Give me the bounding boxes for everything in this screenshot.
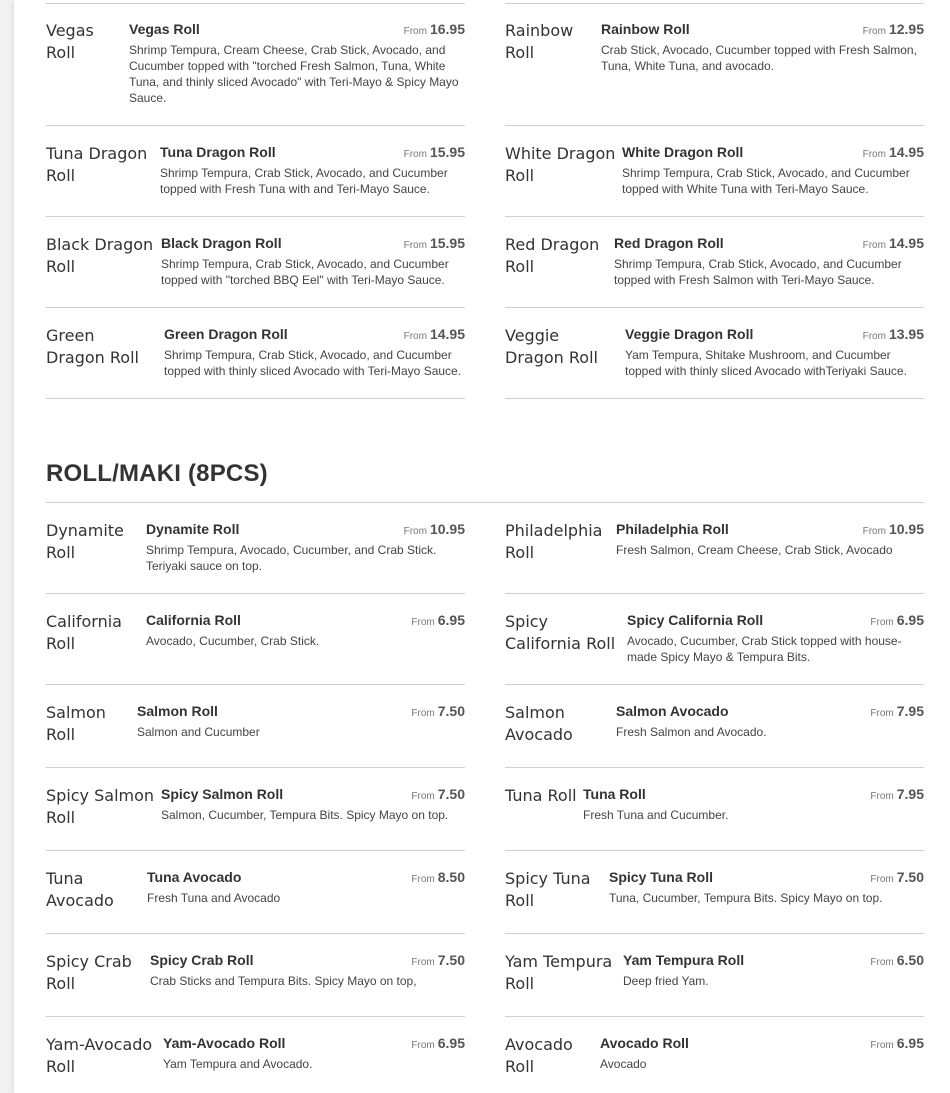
item-name[interactable]: Red Dragon Roll	[614, 235, 724, 251]
item-price	[870, 951, 924, 972]
item-description: Shrimp Tempura, Avocado, Cucumber, and Crab Stick. Teriyaki sauce on top.	[146, 543, 437, 573]
item-image[interactable]: Spicy California Roll	[505, 612, 616, 653]
item-price	[863, 20, 924, 41]
price-prefix: From	[403, 526, 427, 537]
menu-item-california-roll[interactable]	[46, 611, 465, 685]
menu-item-rainbow-roll[interactable]	[505, 20, 924, 126]
item-description: Yam Tempura, Shitake Mushroom, and Cucumber topped with thinly sliced Avocado withTeriyaki Sauce.	[625, 348, 907, 378]
item-description: Shrimp Tempura, Cream Cheese, Crab Stick, Avocado, and Cucumber topped with "torched Fresh Salmon, Tuna, White Tuna, and thinly sliced Avocado" with Teri-Mayo & Spicy Mayo Sauce.	[129, 43, 459, 105]
item-name[interactable]: Vegas Roll	[129, 21, 200, 37]
price-prefix: From	[411, 1040, 435, 1051]
menu-item-philadelphia-roll[interactable]	[505, 520, 924, 594]
price-prefix: From	[411, 791, 435, 802]
item-price	[863, 325, 924, 346]
price-amount: 8.50	[437, 869, 465, 885]
price-amount: 7.50	[437, 703, 465, 719]
item-price	[863, 520, 924, 541]
item-price	[870, 868, 924, 889]
item-description: Tuna, Cucumber, Tempura Bits. Spicy Mayo on top.	[609, 891, 883, 905]
menu-item-green-dragon-roll[interactable]	[46, 325, 465, 399]
price-prefix: From	[411, 874, 435, 885]
price-amount: 12.95	[888, 21, 924, 37]
item-description: Avocado	[600, 1057, 647, 1071]
item-name[interactable]: Spicy Salmon Roll	[161, 786, 284, 802]
item-image[interactable]: Green Dragon Roll	[46, 326, 139, 367]
menu-item-yam-tempura-roll[interactable]	[505, 951, 924, 1017]
price-amount: 6.95	[437, 1035, 465, 1051]
price-amount: 14.95	[429, 326, 465, 342]
item-description: Fresh Salmon, Cream Cheese, Crab Stick, Avocado	[616, 543, 893, 557]
price-amount: 7.50	[896, 869, 924, 885]
item-description: Shrimp Tempura, Crab Stick, Avocado, and Cucumber topped with "torched BBQ Eel" with Teri-Mayo Sauce.	[161, 257, 449, 287]
item-price	[411, 785, 465, 806]
price-amount: 6.95	[437, 612, 465, 628]
item-name[interactable]: Spicy Crab Roll	[150, 952, 254, 968]
item-name[interactable]: Salmon Roll	[137, 703, 218, 719]
price-prefix: From	[862, 149, 886, 160]
item-description: Shrimp Tempura, Crab Stick, Avocado, and Cucumber topped with Fresh Salmon with Teri-Mayo Sauce.	[614, 257, 902, 287]
price-prefix: From	[870, 874, 894, 885]
price-amount: 15.95	[429, 235, 465, 251]
menu-item-white-dragon-roll[interactable]	[505, 143, 924, 217]
item-description: Fresh Salmon and Avocado.	[616, 725, 767, 739]
item-name[interactable]: Veggie Dragon Roll	[625, 326, 754, 342]
item-price	[411, 1034, 465, 1055]
item-name[interactable]: Yam-Avocado Roll	[163, 1035, 286, 1051]
divider	[46, 3, 465, 4]
item-description: Avocado, Cucumber, Crab Stick topped with house-made Spicy Mayo & Tempura Bits.	[627, 634, 902, 664]
price-prefix: From	[411, 957, 435, 968]
item-name[interactable]: Tuna Roll	[583, 786, 646, 802]
item-image[interactable]: Tuna Roll	[505, 786, 577, 805]
price-prefix: From	[411, 617, 435, 628]
item-image[interactable]: Vegas Roll	[46, 21, 94, 62]
item-price	[404, 520, 465, 541]
item-image[interactable]: Salmon Avocado	[505, 703, 573, 744]
price-prefix: From	[411, 708, 435, 719]
item-name[interactable]: Spicy California Roll	[627, 612, 764, 628]
item-image[interactable]: California Roll	[46, 612, 122, 653]
item-name[interactable]: Avocado Roll	[600, 1035, 689, 1051]
item-price	[870, 611, 924, 632]
price-prefix: From	[403, 240, 427, 251]
item-image[interactable]: Spicy Crab Roll	[46, 952, 132, 993]
item-image[interactable]: Philadelphia Roll	[505, 521, 603, 562]
item-image[interactable]: Yam-Avocado Roll	[46, 1035, 153, 1076]
menu-item-spicy-california-roll[interactable]	[505, 611, 924, 685]
price-prefix: From	[403, 149, 427, 160]
item-description: Avocado, Cucumber, Crab Stick.	[146, 634, 320, 648]
item-name[interactable]: Dynamite Roll	[146, 521, 240, 537]
menu-item-spicy-salmon-roll[interactable]	[46, 785, 465, 851]
price-amount: 6.95	[896, 612, 924, 628]
menu-item-spicy-tuna-roll[interactable]	[505, 868, 924, 934]
price-prefix: From	[870, 708, 894, 719]
divider	[505, 3, 924, 4]
menu-item-red-dragon-roll[interactable]	[505, 234, 924, 308]
menu-item-vegas-roll[interactable]	[46, 20, 465, 126]
item-image[interactable]: White Dragon Roll	[505, 144, 616, 185]
price-prefix: From	[862, 26, 886, 37]
item-price	[404, 325, 465, 346]
menu-item-black-dragon-roll[interactable]	[46, 234, 465, 308]
price-prefix: From	[862, 331, 886, 342]
item-description: Crab Stick, Avocado, Cucumber topped with Fresh Salmon, Tuna, White Tuna, and avocado.	[601, 43, 917, 73]
item-description: Fresh Tuna and Avocado	[147, 891, 281, 905]
price-amount: 7.95	[896, 786, 924, 802]
price-prefix: From	[870, 1040, 894, 1051]
price-prefix: From	[862, 240, 886, 251]
menu-item-tuna-dragon-roll[interactable]	[46, 143, 465, 217]
price-amount: 7.95	[896, 703, 924, 719]
section-divider	[46, 502, 924, 503]
item-price	[870, 1034, 924, 1055]
item-description: Crab Sticks and Tempura Bits. Spicy Mayo on top,	[150, 974, 417, 988]
item-name[interactable]: Yam Tempura Roll	[623, 952, 745, 968]
menu-item-tuna-roll[interactable]	[505, 785, 924, 851]
price-prefix: From	[403, 331, 427, 342]
item-image[interactable]: Spicy Salmon Roll	[46, 786, 155, 827]
item-description: Shrimp Tempura, Crab Stick, Avocado, and Cucumber topped with Fresh Tuna with and Teri-Mayo Sauce.	[160, 166, 448, 196]
price-prefix: From	[870, 957, 894, 968]
price-amount: 16.95	[429, 21, 465, 37]
item-description: Shrimp Tempura, Crab Stick, Avocado, and Cucumber topped with thinly sliced Avocado with Teri-Mayo Sauce.	[164, 348, 462, 378]
price-amount: 7.50	[437, 952, 465, 968]
item-price	[863, 234, 924, 255]
menu-item-avocado-roll[interactable]	[505, 1034, 924, 1093]
menu-item-spicy-crab-roll[interactable]	[46, 951, 465, 1017]
item-name[interactable]: California Roll	[146, 612, 241, 628]
price-amount: 13.95	[888, 326, 924, 342]
section-title-roll-maki: ROLL/MAKI (8PCS)	[46, 460, 268, 487]
item-name[interactable]: Tuna Dragon Roll	[160, 144, 276, 160]
menu-item-salmon-roll[interactable]	[46, 702, 465, 768]
price-amount: 6.50	[896, 952, 924, 968]
item-image[interactable]: Dynamite Roll	[46, 521, 124, 562]
item-price	[870, 785, 924, 806]
price-amount: 10.95	[888, 521, 924, 537]
price-amount: 14.95	[888, 144, 924, 160]
price-amount: 10.95	[429, 521, 465, 537]
item-image[interactable]: Veggie Dragon Roll	[505, 326, 598, 367]
price-amount: 15.95	[429, 144, 465, 160]
item-image[interactable]: Avocado Roll	[505, 1035, 573, 1076]
item-name[interactable]: Philadelphia Roll	[616, 521, 729, 537]
item-name[interactable]: Black Dragon Roll	[161, 235, 282, 251]
price-prefix: From	[403, 26, 427, 37]
price-amount: 7.50	[437, 786, 465, 802]
item-name[interactable]: Green Dragon Roll	[164, 326, 288, 342]
item-name[interactable]: Salmon Avocado	[616, 703, 729, 719]
item-price	[411, 702, 465, 723]
price-prefix: From	[862, 526, 886, 537]
menu-item-dynamite-roll[interactable]	[46, 520, 465, 594]
item-price	[411, 611, 465, 632]
menu-item-veggie-dragon-roll[interactable]	[505, 325, 924, 399]
price-amount: 6.95	[896, 1035, 924, 1051]
item-name[interactable]: White Dragon Roll	[622, 144, 744, 160]
item-description: Fresh Tuna and Cucumber.	[583, 808, 729, 822]
price-amount: 14.95	[888, 235, 924, 251]
item-price	[411, 951, 465, 972]
item-image[interactable]: Salmon Roll	[46, 703, 106, 744]
price-prefix: From	[870, 617, 894, 628]
item-price	[404, 20, 465, 41]
item-image[interactable]: Rainbow Roll	[505, 21, 574, 62]
item-image[interactable]: Black Dragon Roll	[46, 235, 154, 276]
item-name[interactable]: Tuna Avocado	[147, 869, 242, 885]
item-image[interactable]: Tuna Avocado	[46, 869, 114, 910]
item-price	[863, 143, 924, 164]
price-prefix: From	[870, 791, 894, 802]
item-image[interactable]: Yam Tempura Roll	[505, 952, 613, 993]
menu-item-salmon-avocado[interactable]	[505, 702, 924, 768]
item-price	[404, 143, 465, 164]
item-image[interactable]: Spicy Tuna Roll	[505, 869, 591, 910]
item-description: Yam Tempura and Avocado.	[163, 1057, 313, 1071]
menu-item-yam-avocado-roll[interactable]	[46, 1034, 465, 1093]
item-price	[870, 702, 924, 723]
item-description: Shrimp Tempura, Crab Stick, Avocado, and Cucumber topped with White Tuna with Teri-Mayo Sauce.	[622, 166, 910, 196]
item-image[interactable]: Red Dragon Roll	[505, 235, 600, 276]
item-name[interactable]: Rainbow Roll	[601, 21, 690, 37]
item-name[interactable]: Spicy Tuna Roll	[609, 869, 713, 885]
item-price	[411, 868, 465, 889]
item-description: Salmon, Cucumber, Tempura Bits. Spicy Mayo on top.	[161, 808, 449, 822]
item-description: Deep fried Yam.	[623, 974, 709, 988]
item-description: Salmon and Cucumber	[137, 725, 260, 739]
menu-item-tuna-avocado[interactable]	[46, 868, 465, 934]
item-price	[404, 234, 465, 255]
item-image[interactable]: Tuna Dragon Roll	[46, 144, 148, 185]
